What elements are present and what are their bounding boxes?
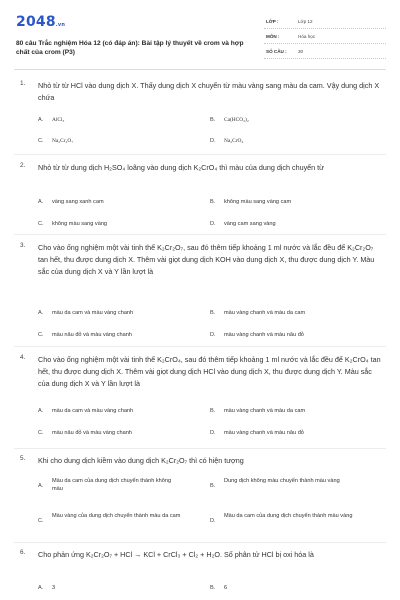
- option-text: Màu da cam của dung dịch chuyển thành không màu: [52, 478, 172, 492]
- meta-row-count: [264, 44, 386, 59]
- meta-row-subject: [264, 29, 386, 44]
- logo-suffix: .vn: [55, 22, 66, 28]
- question-text: Nhỏ từ từ HCl vào dung dịch X. Thấy dung dịch X chuyển từ màu vàng sang màu da cam. Vậy dung dịch X chứa: [38, 81, 380, 102]
- option-text: màu vàng chanh và màu da cam: [224, 408, 306, 414]
- option-text: màu da cam và màu vàng chanh: [52, 310, 134, 316]
- option-key: A.: [38, 483, 44, 489]
- question-5: [14, 455, 386, 541]
- option-text: vàng sang xanh cam: [52, 199, 104, 205]
- meta-value: Hóa học: [298, 34, 316, 39]
- option-key: B.: [210, 310, 216, 316]
- header-divider: [14, 69, 386, 70]
- option-key: B.: [210, 483, 216, 489]
- option-text: màu vàng chanh và màu nâu đỏ: [224, 430, 304, 436]
- option-key: C.: [38, 430, 44, 436]
- question-number: 1.: [20, 80, 26, 87]
- question-divider: [14, 448, 386, 449]
- option-key: B.: [210, 585, 216, 591]
- option-text: Màu vàng của dung dịch chuyển thành màu da cam: [52, 513, 181, 519]
- question-text: Cho phản ứng K₂Cr₂O₇ + HCl → KCl + CrCl₃ + Cl₂ + H₂O. Số phân tử HCl bị oxi hóa là: [38, 550, 314, 559]
- option-key: B.: [210, 408, 216, 414]
- question-2: [14, 162, 386, 228]
- option-text: vàng cam sang vàng: [224, 221, 276, 227]
- question-divider: [14, 154, 386, 155]
- option-key: B.: [210, 117, 216, 123]
- option-text: không màu sang vàng cam: [224, 199, 292, 205]
- option-key: A.: [38, 408, 44, 414]
- meta-label: MÔN :: [266, 34, 280, 39]
- question-text: Khi cho dung dịch kiềm vào dung dịch K₂Cr₂O₇ thì có hiện tượng: [38, 456, 244, 465]
- option-text: màu nâu đỏ và màu vàng chanh: [52, 332, 132, 338]
- option-key: B.: [210, 199, 216, 205]
- option-text: màu vàng chanh và màu nâu đỏ: [224, 332, 304, 338]
- option-key: A.: [38, 199, 44, 205]
- question-text: Cho vào ống nghiệm một vài tinh thể K₂Cr₂O₇, sau đó thêm tiếp khoảng 1 ml nước và lắc đều để K₂Cr₂O₇ tan hết, thu được dung dịch X. Thêm vài giọt dung dịch KOH vào dung dịch X, thu được dung dịch Y. Màu sắc của dung dịch X và Y lần lượt là: [38, 243, 375, 276]
- option-text: Ca(HCO₃)₂: [224, 117, 249, 123]
- meta-row-class: [264, 14, 386, 29]
- option-key: C.: [38, 518, 44, 524]
- option-key: D.: [210, 430, 216, 436]
- question-text: Nhỏ từ từ dung dịch H₂SO₄ loãng vào dung dịch K₂CrO₄ thì màu của dung dịch chuyển từ: [38, 163, 324, 172]
- option-key: A.: [38, 310, 44, 316]
- option-text: màu nâu đỏ và màu vàng chanh: [52, 430, 132, 436]
- option-text: Na₂CrO₄: [224, 138, 244, 144]
- option-key: D.: [210, 518, 216, 524]
- document-title: 80 câu Trắc nghiệm Hóa 12 (có đáp án): Bài tập lý thuyết về crom và hợp chất của crom (P3): [16, 40, 244, 56]
- option-text: 6: [224, 585, 228, 591]
- question-1: [14, 80, 386, 148]
- meta-value: Lớp 12: [298, 19, 313, 24]
- meta-label: LỚP :: [266, 19, 279, 24]
- question-3: [14, 242, 386, 342]
- option-key: A.: [38, 585, 44, 591]
- option-text: Dung dịch không màu chuyển thành màu vàng: [224, 478, 340, 484]
- question-number: 6.: [20, 549, 26, 556]
- question-divider: [14, 234, 386, 235]
- question-text: Cho vào ống nghiệm một vài tinh thể K₂CrO₄, sau đó thêm tiếp khoảng 1 ml nước và lắc đều để K₂CrO₄ tan hết, thu được dung dịch X. Thêm vài giọt dung dịch HCl vào dung dịch X, thu được dung dịch Y. Màu sắc của dung dịch X và Y lần lượt là: [38, 355, 381, 388]
- meta-value: 30: [298, 49, 304, 54]
- option-key: C.: [38, 221, 44, 227]
- question-6: [14, 549, 386, 597]
- question-divider: [14, 542, 386, 543]
- option-key: A.: [38, 117, 44, 123]
- option-key: C.: [38, 332, 44, 338]
- option-text: Màu da cam của dung dịch chuyển thành màu vàng: [224, 513, 353, 519]
- page-header: [14, 12, 386, 62]
- meta-table: [264, 14, 386, 59]
- option-text: không màu sang vàng: [52, 221, 108, 227]
- question-number: 5.: [20, 455, 26, 462]
- option-key: D.: [210, 221, 216, 227]
- question-divider: [14, 346, 386, 347]
- option-text: Na₂Cr₂O₇: [52, 138, 74, 144]
- option-text: màu vàng chanh và màu da cam: [224, 310, 306, 316]
- question-number: 3.: [20, 242, 26, 249]
- question-4: [14, 354, 386, 444]
- option-text: 3: [52, 585, 56, 591]
- question-number: 2.: [20, 162, 26, 169]
- option-key: C.: [38, 138, 44, 144]
- logo-text: 2048: [16, 14, 56, 30]
- option-key: D.: [210, 138, 216, 144]
- option-text: AlCl₃: [52, 117, 65, 123]
- question-number: 4.: [20, 354, 26, 361]
- option-key: D.: [210, 332, 216, 338]
- site-logo[interactable]: [16, 14, 65, 30]
- option-text: màu da cam và màu vàng chanh: [52, 408, 134, 414]
- meta-label: SỐ CÂU :: [266, 49, 287, 54]
